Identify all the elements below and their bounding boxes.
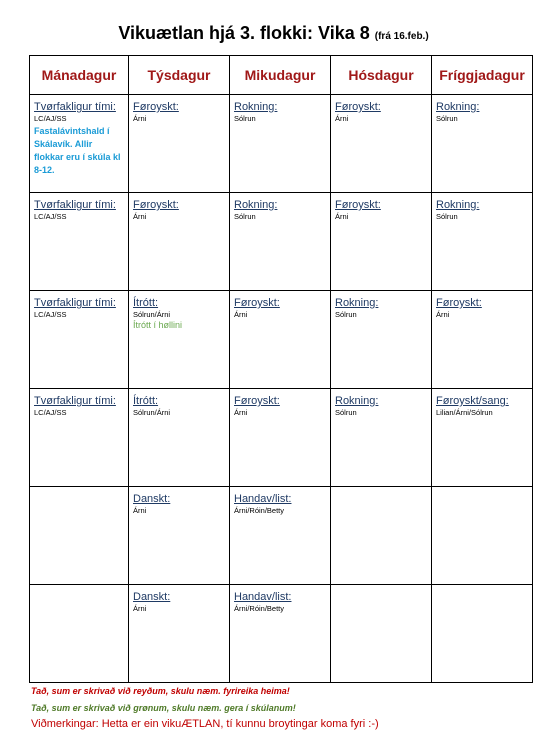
schedule-cell bbox=[129, 487, 230, 585]
lesson-teacher: Sólrun bbox=[234, 114, 256, 123]
lesson-teacher: Árni bbox=[335, 114, 349, 123]
schedule-cell bbox=[331, 291, 432, 389]
schedule-cell bbox=[30, 389, 129, 487]
lesson-subject: Rokning: bbox=[436, 101, 480, 113]
lesson-teacher: Árni bbox=[133, 212, 147, 221]
lesson-subject: Handav/list: bbox=[234, 591, 292, 603]
lesson-teacher: Árni bbox=[133, 604, 147, 613]
lesson-teacher: Sólrun bbox=[436, 212, 458, 221]
schedule-cell bbox=[129, 291, 230, 389]
schedule-cell bbox=[432, 291, 533, 389]
lesson-subject: Rokning: bbox=[234, 101, 278, 113]
lesson-teacher: LC/AJ/SS bbox=[34, 212, 67, 221]
schedule-cell bbox=[129, 95, 230, 193]
day-header: Mikudagur bbox=[230, 56, 331, 95]
lesson-subject: Føroyskt: bbox=[234, 395, 280, 407]
schedule-cell bbox=[129, 389, 230, 487]
lesson-subject: Føroyskt: bbox=[133, 199, 179, 211]
lesson-teacher: Árni bbox=[234, 408, 248, 417]
schedule-cell bbox=[30, 585, 129, 683]
lesson-subject: Føroyskt: bbox=[234, 297, 280, 309]
lesson-teacher: Sólrun bbox=[234, 212, 256, 221]
lesson-subject: Tvørfakligur tími: bbox=[34, 101, 116, 113]
schedule-cell bbox=[30, 193, 129, 291]
schedule-cell bbox=[432, 585, 533, 683]
lesson-teacher: Árni bbox=[133, 114, 147, 123]
schedule-cell bbox=[331, 585, 432, 683]
footer-remark: Viðmerkingar: Hetta er ein vikuÆTLAN, tí kunnu broytingar koma fyri :-) bbox=[31, 718, 379, 730]
lesson-subject: Føroyskt: bbox=[436, 297, 482, 309]
schedule-row bbox=[30, 291, 533, 389]
schedule-cell bbox=[432, 193, 533, 291]
page-title bbox=[0, 23, 547, 44]
schedule-cell bbox=[230, 487, 331, 585]
schedule-cell bbox=[230, 95, 331, 193]
schedule-cell bbox=[432, 95, 533, 193]
lesson-teacher: Árni bbox=[436, 310, 450, 319]
lesson-subject: Rokning: bbox=[234, 199, 278, 211]
schedule-cell bbox=[30, 487, 129, 585]
weekly-schedule-table bbox=[29, 55, 533, 683]
schedule-cell bbox=[331, 193, 432, 291]
lesson-teacher: Sólrun/Árni bbox=[133, 408, 171, 417]
lesson-teacher: Árni bbox=[133, 506, 147, 515]
day-header: Hósdagur bbox=[331, 56, 432, 95]
lesson-teacher: Árni bbox=[335, 212, 349, 221]
lesson-teacher: Árni bbox=[234, 310, 248, 319]
day-header-row bbox=[30, 56, 533, 95]
lesson-subject: Føroyskt: bbox=[335, 199, 381, 211]
footer-red-note: Tað, sum er skrivað við reyðum, skulu næm. fyrireika heima! bbox=[31, 686, 290, 696]
schedule-cell bbox=[331, 95, 432, 193]
schedule-row bbox=[30, 389, 533, 487]
lesson-subject: Rokning: bbox=[436, 199, 480, 211]
lesson-subject: Ítrótt: bbox=[133, 297, 159, 309]
schedule-row bbox=[30, 487, 533, 585]
lesson-subject: Rokning: bbox=[335, 395, 379, 407]
lesson-note: Fastalávintshald í Skálavík. Allir flokkar eru í skúla kl 8-12. bbox=[34, 126, 121, 175]
schedule-cell bbox=[30, 95, 129, 193]
title-sub: (frá 16.feb.) bbox=[374, 31, 429, 42]
schedule-cell bbox=[331, 487, 432, 585]
lesson-note: Ítrótt í høllini bbox=[133, 320, 183, 330]
schedule-cell bbox=[129, 193, 230, 291]
day-header: Týsdagur bbox=[129, 56, 230, 95]
footer-green-note: Tað, sum er skrivað við grønum, skulu næm. gera í skúlanum! bbox=[31, 703, 296, 713]
schedule-cell bbox=[432, 487, 533, 585]
lesson-teacher: LC/AJ/SS bbox=[34, 408, 67, 417]
schedule-cell bbox=[230, 389, 331, 487]
lesson-teacher: Sólrun bbox=[436, 114, 458, 123]
schedule-cell bbox=[30, 291, 129, 389]
day-header: Fríggjadagur bbox=[432, 56, 533, 95]
schedule-cell bbox=[230, 585, 331, 683]
lesson-teacher: Sólrun bbox=[335, 408, 357, 417]
schedule-body bbox=[30, 95, 533, 683]
lesson-subject: Føroyskt: bbox=[133, 101, 179, 113]
schedule-row bbox=[30, 585, 533, 683]
lesson-teacher: Sólrun/Árni bbox=[133, 310, 171, 319]
lesson-subject: Tvørfakligur tími: bbox=[34, 199, 116, 211]
lesson-teacher: LC/AJ/SS bbox=[34, 114, 67, 123]
lesson-subject: Tvørfakligur tími: bbox=[34, 395, 116, 407]
lesson-teacher: Lilian/Árni/Sólrun bbox=[436, 408, 493, 417]
lesson-teacher: LC/AJ/SS bbox=[34, 310, 67, 319]
schedule-row bbox=[30, 95, 533, 193]
schedule-cell bbox=[432, 389, 533, 487]
day-header: Mánadagur bbox=[30, 56, 129, 95]
lesson-teacher: Árni/Róin/Betty bbox=[234, 506, 285, 515]
lesson-subject: Danskt: bbox=[133, 591, 171, 603]
lesson-subject: Handav/list: bbox=[234, 493, 292, 505]
lesson-subject: Føroyskt/sang: bbox=[436, 395, 509, 407]
lesson-teacher: Árni/Róin/Betty bbox=[234, 604, 285, 613]
lesson-teacher: Sólrun bbox=[335, 310, 357, 319]
lesson-subject: Danskt: bbox=[133, 493, 171, 505]
lesson-subject: Tvørfakligur tími: bbox=[34, 297, 116, 309]
schedule-row bbox=[30, 193, 533, 291]
schedule-cell bbox=[331, 389, 432, 487]
schedule-cell bbox=[230, 291, 331, 389]
lesson-subject: Ítrótt: bbox=[133, 395, 159, 407]
title-main: Vikuætlan hjá 3. flokki: Vika 8 bbox=[118, 23, 370, 43]
lesson-subject: Rokning: bbox=[335, 297, 379, 309]
schedule-cell bbox=[230, 193, 331, 291]
schedule-cell bbox=[129, 585, 230, 683]
lesson-subject: Føroyskt: bbox=[335, 101, 381, 113]
